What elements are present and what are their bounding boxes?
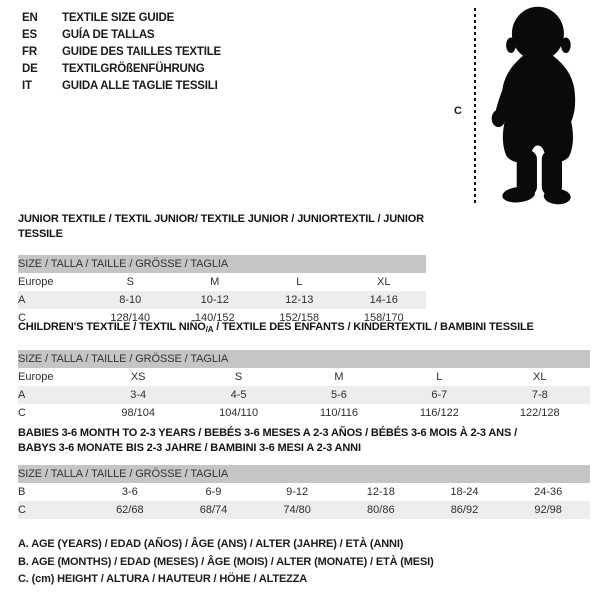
table-cell: 92/98 [506, 501, 590, 519]
section-title-junior: JUNIOR TEXTILE / TEXTIL JUNIOR/ TEXTILE JUNIOR / JUNIORTEXTIL / JUNIOR TESSILE [18, 213, 424, 240]
language-list [22, 10, 221, 95]
footnote-a: A. AGE (YEARS) / EDAD (AÑOS) / ÂGE (ANS) / ALTER (JAHRE) / ETÀ (ANNI) [18, 538, 404, 550]
row-label: Europe [18, 276, 54, 288]
size-header-row [18, 465, 590, 483]
table-cell: 14-16 [342, 291, 427, 309]
lang-label: TEXTILE SIZE GUIDE [62, 12, 175, 24]
lang-row-it [22, 78, 221, 95]
table-cell: 9-12 [286, 486, 309, 498]
row-label: B [18, 486, 26, 498]
size-header-bar: SIZE / TALLA / TAILLE / GRÖSSE / TAGLIA [18, 350, 590, 368]
lang-row-es [22, 27, 221, 44]
table-cell: 68/74 [172, 501, 256, 519]
section-title-children [18, 320, 590, 337]
table-cell: 74/80 [255, 501, 339, 519]
height-measure-label: C [454, 105, 462, 117]
table-cell: 10-12 [173, 291, 258, 309]
title-line-2: BABYS 3-6 MONATE BIS 2-3 JAHRE / BAMBINI 3-6 MESI A 2-3 ANNI [18, 442, 361, 454]
section-children [18, 320, 590, 422]
size-table-babies [18, 465, 590, 519]
lang-label: TEXTILGRÖßENFÜHRUNG [62, 63, 205, 75]
footnote-b: B. AGE (MONTHS) / EDAD (MESES) / ÂGE (MOIS) / ALTER (MONATE) / ETÀ (MESI) [18, 555, 434, 568]
table-cell: 104/110 [219, 407, 259, 419]
table-cell: S [234, 371, 243, 383]
row-label: C [18, 501, 88, 519]
table-cell: 158/170 [363, 312, 404, 324]
table-cell: 140/152 [194, 312, 235, 324]
lang-row-en [22, 10, 221, 27]
size-header-bar: SIZE / TALLA / TAILLE / GRÖSSE / TAGLIA [18, 255, 426, 273]
section-title-babies [18, 426, 590, 456]
table-cell: 152/158 [279, 312, 320, 324]
size-table-children [18, 350, 590, 422]
table-cell: XS [130, 371, 146, 383]
lang-label: GUIDE DES TAILLES TEXTILE [62, 46, 221, 58]
footnote-c: C. (cm) HEIGHT / ALTURA / HAUTEUR / HÖHE / ALTEZZA [18, 573, 308, 585]
table-cell: 3-4 [88, 386, 188, 404]
lang-code: DE [22, 63, 38, 75]
table-row [18, 273, 426, 291]
size-header-row [18, 350, 590, 368]
title-subscript: /A [205, 325, 214, 334]
section-babies [18, 426, 590, 519]
table-cell: 7-8 [490, 386, 590, 404]
table-cell: 62/68 [88, 501, 172, 519]
table-cell: M [334, 371, 344, 383]
lang-code: FR [22, 46, 37, 58]
table-row [18, 483, 590, 501]
lang-row-fr [22, 44, 221, 61]
toddler-silhouette-image [483, 3, 589, 207]
table-cell: 110/116 [319, 407, 359, 419]
table-cell: XL [533, 371, 547, 383]
row-label: C [18, 312, 26, 324]
table-cell: 122/128 [519, 407, 560, 419]
size-table-junior [18, 255, 426, 327]
table-cell: 128/140 [110, 312, 151, 324]
table-row [18, 501, 590, 519]
table-cell: 3-6 [121, 486, 138, 498]
size-header-row [18, 255, 426, 273]
table-cell: 5-6 [289, 386, 389, 404]
table-cell: 80/86 [339, 501, 423, 519]
table-cell: 18-24 [450, 486, 479, 498]
table-cell: 12-13 [257, 291, 342, 309]
lang-label: GUIDA ALLE TAGLIE TESSILI [62, 80, 218, 92]
lang-row-de [22, 61, 221, 78]
table-row [18, 404, 590, 422]
footnotes [18, 536, 434, 589]
table-cell: 24-36 [534, 486, 563, 498]
table-cell: 6-9 [205, 486, 222, 498]
table-cell: 6-7 [389, 386, 489, 404]
row-label: Europe [18, 371, 54, 383]
lang-code: ES [22, 29, 37, 41]
table-cell: 98/104 [121, 407, 156, 419]
table-cell: S [126, 276, 134, 288]
lang-code: IT [22, 80, 32, 92]
table-cell: L [296, 276, 303, 288]
lang-code: EN [22, 12, 38, 24]
table-cell: L [436, 371, 443, 383]
row-label: A [18, 291, 88, 309]
table-cell: 116/122 [419, 407, 459, 419]
size-header-bar: SIZE / TALLA / TAILLE / GRÖSSE / TAGLIA [18, 465, 590, 483]
section-junior [18, 212, 426, 327]
table-cell: 12-18 [366, 486, 395, 498]
table-cell: M [210, 276, 220, 288]
lang-label: GUÍA DE TALLAS [62, 29, 155, 41]
row-label: C [18, 407, 26, 419]
table-row [18, 368, 590, 386]
table-row [18, 291, 426, 309]
table-cell: 8-10 [88, 291, 173, 309]
table-cell: 4-5 [188, 386, 288, 404]
table-cell: XL [377, 276, 391, 288]
title-text: / TEXTILE DES ENFANTS / KINDERTEXTIL / BAMBINI TESSILE [213, 321, 534, 333]
table-cell: 86/92 [423, 501, 507, 519]
table-row [18, 386, 590, 404]
title-line-1: BABIES 3-6 MONTH TO 2-3 YEARS / BEBÉS 3-6 MESES A 2-3 AÑOS / BÉBÉS 3-6 MOIS À 2-3 ANS / [18, 427, 517, 439]
height-dashed-line [474, 8, 476, 206]
title-text: CHILDREN'S TEXTILE / TEXTIL NIÑO [18, 321, 206, 333]
row-label: A [18, 386, 88, 404]
